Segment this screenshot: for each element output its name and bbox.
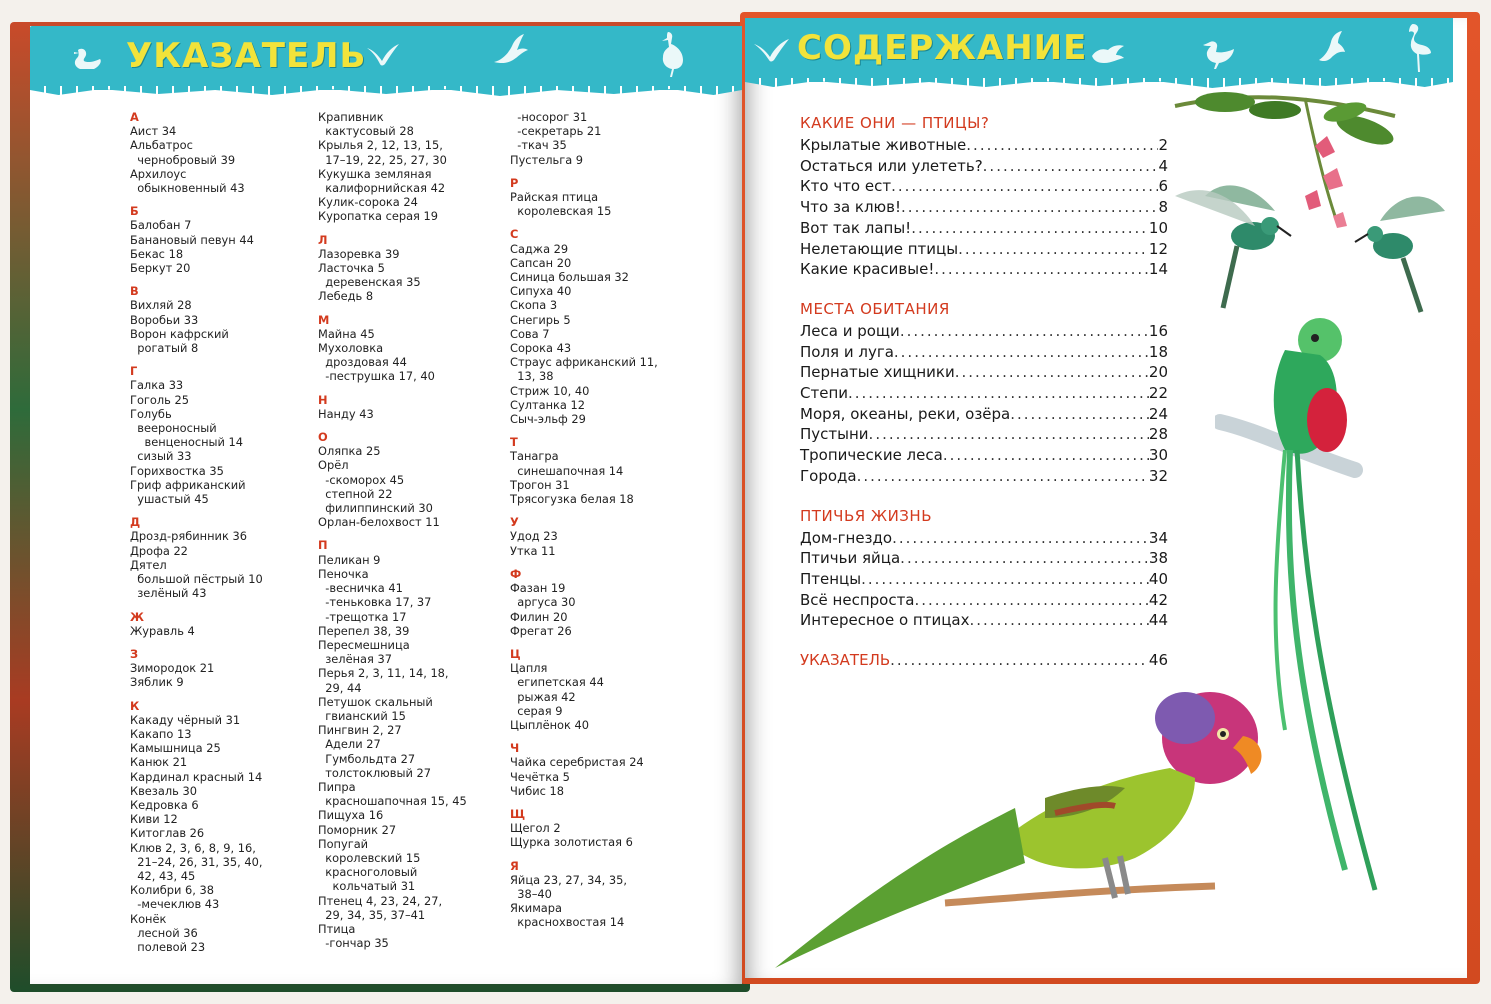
- index-entry: Пингвин 2, 27: [318, 723, 402, 738]
- index-entry: Конёк: [130, 911, 167, 926]
- index-entry: Канюк 21: [130, 755, 188, 770]
- index-letter-heading: Б: [130, 204, 139, 219]
- contents-item-page: 14: [1148, 260, 1168, 279]
- index-entry: Оляпка 25: [318, 444, 381, 459]
- contents-item-page: 38: [1148, 549, 1168, 568]
- contents-item-title: Дом-гнездо: [800, 528, 893, 547]
- index-letter-heading: Л: [318, 232, 328, 247]
- leader-dots: [869, 424, 1149, 445]
- index-entry: Гриф африканский: [130, 477, 246, 492]
- index-entry: Бекас 18: [130, 246, 184, 261]
- duck-silhouette-icon: [1200, 38, 1238, 79]
- index-entry: Пищуха 16: [318, 808, 384, 823]
- contents-item-page: 32: [1148, 466, 1168, 485]
- index-entry: Чибис 18: [510, 783, 565, 798]
- index-entry: Мухоловка: [318, 341, 384, 356]
- index-title: УКАЗАТЕЛЬ: [126, 36, 367, 76]
- index-entry: лесной 36: [130, 925, 198, 940]
- index-entry: Вихляй 28: [130, 298, 192, 313]
- index-entry: Дятел: [130, 557, 167, 572]
- contents-section: [800, 114, 1168, 280]
- index-entry: Скопа 3: [510, 298, 558, 313]
- contents-item-page: 2: [1158, 136, 1168, 154]
- index-entry: сизый 33: [130, 449, 192, 464]
- leader-dots: [955, 362, 1149, 383]
- index-entry: большой пёстрый 10: [130, 572, 263, 587]
- index-letter-heading: С: [510, 227, 519, 242]
- contents-row[interactable]: [800, 445, 1168, 466]
- index-letter-heading: У: [510, 515, 519, 530]
- contents-row[interactable]: [800, 342, 1168, 363]
- leader-dots: [891, 176, 1158, 197]
- index-entry: Майна 45: [318, 326, 375, 341]
- index-letter-heading: Р: [510, 175, 519, 190]
- index-entry: 17–19, 22, 25, 27, 30: [318, 152, 447, 167]
- index-entry: Щурка золотистая 6: [510, 835, 633, 850]
- index-letter-heading: Т: [510, 435, 518, 450]
- index-entry: Стриж 10, 40: [510, 383, 590, 398]
- index-entry: Беркут 20: [130, 261, 191, 276]
- contents-row[interactable]: [800, 569, 1168, 590]
- contents-row[interactable]: [800, 176, 1168, 197]
- index-letter-heading: М: [318, 312, 330, 327]
- contents-item-title: Пернатые хищники: [800, 363, 955, 382]
- leader-dots: [983, 156, 1159, 177]
- index-entry: Галка 33: [130, 378, 184, 393]
- contents-item-title: Поля и луга: [800, 342, 894, 361]
- index-entry: Удод 23: [510, 529, 558, 544]
- index-entry: калифорнийская 42: [318, 181, 446, 196]
- index-entry: Трясогузка белая 18: [510, 492, 634, 507]
- index-entry: Фазан 19: [510, 581, 566, 596]
- index-entry: Воробьи 33: [130, 312, 199, 327]
- index-letter-heading: З: [130, 646, 139, 661]
- index-letter-heading: П: [318, 538, 328, 553]
- index-entry: Синица большая 32: [510, 270, 629, 285]
- index-entry: 42, 43, 45: [130, 868, 196, 883]
- index-entry: толстоклювый 27: [318, 765, 431, 780]
- index-entry: королевский 15: [318, 850, 421, 865]
- index-entry: Камышница 25: [130, 741, 221, 756]
- index-entry: 38–40: [510, 886, 552, 901]
- index-letter-heading: Щ: [510, 806, 526, 821]
- contents-row[interactable]: [800, 404, 1168, 425]
- contents-item-title: Пустыни: [800, 425, 869, 444]
- leader-dots: [934, 259, 1149, 280]
- contents-header-band: [745, 18, 1453, 82]
- index-entry: Сыч-эльф 29: [510, 412, 586, 427]
- dove-silhouette-icon: [1090, 42, 1126, 75]
- index-entry: Киви 12: [130, 812, 178, 827]
- contents-item-page: 44: [1148, 611, 1168, 630]
- contents-section-title: МЕСТА ОБИТАНИЯ: [800, 299, 950, 318]
- leader-dots: [848, 383, 1149, 404]
- index-entry: Альбатрос: [130, 138, 193, 153]
- index-entry: Кукушка земляная: [318, 166, 432, 181]
- leader-dots: [894, 342, 1149, 363]
- index-entry: Снегирь 5: [510, 312, 571, 327]
- contents-row[interactable]: [800, 610, 1168, 631]
- contents-index-link[interactable]: [800, 651, 1168, 669]
- swan-silhouette-icon: [1313, 30, 1347, 77]
- index-entry: Перья 2, 3, 11, 14, 18,: [318, 666, 449, 681]
- contents-row[interactable]: [800, 135, 1168, 156]
- index-entry: -носорог 31: [510, 110, 588, 124]
- index-entry: Крылья 2, 12, 13, 15,: [318, 138, 443, 153]
- index-letter-heading: Ц: [510, 646, 521, 661]
- index-entry: ушастый 45: [130, 492, 209, 507]
- contents-item-title: Вот так лапы!: [800, 218, 912, 237]
- index-entry: зелёная 37: [318, 652, 392, 667]
- leader-dots: [958, 239, 1149, 260]
- index-entry: Журавль 4: [130, 623, 195, 638]
- index-column-2: [318, 110, 467, 950]
- contents-item-title: Степи: [800, 384, 848, 403]
- index-entry: Райская птица: [510, 190, 599, 205]
- leader-dots: [966, 135, 1158, 156]
- index-entry: краснохвостая 14: [510, 915, 625, 930]
- index-entry: 29, 44: [318, 680, 362, 695]
- index-entry: Птенец 4, 23, 24, 27,: [318, 893, 443, 908]
- index-letter-heading: Ж: [130, 609, 144, 624]
- index-entry: рогатый 8: [130, 341, 199, 356]
- index-entry: Пустельга 9: [510, 152, 584, 167]
- index-entry: -трещотка 17: [318, 609, 407, 624]
- contents-section-title: ПТИЧЬЯ ЖИЗНЬ: [800, 506, 932, 525]
- index-entry: деревенская 35: [318, 275, 421, 290]
- index-letter-heading: А: [130, 110, 139, 124]
- index-letter-heading: Я: [510, 858, 519, 873]
- leader-dots: [970, 610, 1149, 631]
- contents-item-title: Нелетающие птицы: [800, 239, 959, 258]
- index-letter-heading: Н: [318, 392, 328, 407]
- contents-item-title: Всё неспроста: [800, 590, 915, 609]
- leader-dots: [900, 548, 1149, 569]
- index-entry: красношапочная 15, 45: [318, 794, 467, 809]
- index-header-band: [30, 26, 742, 90]
- index-entry: Яйца 23, 27, 34, 35,: [510, 872, 627, 887]
- index-entry: Саджа 29: [510, 241, 569, 256]
- index-entry: Банановый певун 44: [130, 232, 254, 247]
- heron-silhouette-icon: [658, 30, 694, 85]
- contents-item-title: Какие красивые!: [800, 260, 935, 279]
- leader-dots: [943, 445, 1149, 466]
- index-entry: Попугай: [318, 836, 369, 851]
- index-entry: Сорока 43: [510, 341, 572, 356]
- index-entry: Дрозд-рябинник 36: [130, 529, 247, 544]
- gull-silhouette-icon: [753, 36, 791, 73]
- contents-row[interactable]: [800, 528, 1168, 549]
- leader-dots: [915, 590, 1149, 611]
- contents-row[interactable]: [800, 321, 1168, 342]
- index-entry: кактусовый 28: [318, 124, 414, 139]
- contents-item-page: 30: [1148, 446, 1168, 465]
- index-entry: Какаду чёрный 31: [130, 712, 241, 727]
- index-entry: 21–24, 26, 31, 35, 40,: [130, 854, 263, 869]
- index-entry: Пеночка: [318, 566, 369, 581]
- contents-row[interactable]: [800, 548, 1168, 569]
- index-entry: Страус африканский 11,: [510, 355, 658, 370]
- index-entry: Танагра: [510, 449, 559, 464]
- index-entry: обыкновенный 43: [130, 181, 245, 196]
- index-entry: Кулик-сорока 24: [318, 195, 418, 210]
- index-entry: -гончар 35: [318, 936, 389, 951]
- index-entry: 29, 34, 35, 37–41: [318, 907, 426, 922]
- index-entry: Поморник 27: [318, 822, 397, 837]
- contents-section-title: КАКИЕ ОНИ — ПТИЦЫ?: [800, 114, 990, 132]
- index-entry: Балобан 7: [130, 218, 192, 233]
- index-entry: Зимородок 21: [130, 661, 215, 676]
- index-letter-heading: В: [130, 284, 139, 299]
- contents-row[interactable]: [800, 239, 1168, 260]
- contents-item-title: Что за клюв!: [800, 198, 902, 217]
- index-letter-heading: Ф: [510, 566, 522, 581]
- index-entry: Пересмешница: [318, 637, 410, 652]
- index-entry: -скоморох 45: [318, 472, 405, 487]
- index-entry: филиппинский 30: [318, 501, 433, 516]
- index-entry: синешапочная 14: [510, 463, 624, 478]
- contents-row[interactable]: [800, 590, 1168, 611]
- index-letter-heading: Д: [130, 515, 141, 530]
- index-entry: Сипуха 40: [510, 284, 572, 299]
- contents-item-page: 18: [1148, 342, 1168, 361]
- contents-section: [800, 507, 1168, 632]
- index-entry: Сапсан 20: [510, 255, 572, 270]
- index-entry: -мечеклюв 43: [130, 897, 220, 912]
- index-entry: Какапо 13: [130, 726, 192, 741]
- index-entry: Пеликан 9: [318, 552, 381, 567]
- contents-item-page: 6: [1158, 177, 1168, 196]
- contents-index-page: 46: [1148, 651, 1168, 670]
- index-entry: Петушок скальный: [318, 694, 433, 709]
- dove-silhouette-icon: [490, 32, 530, 79]
- index-entry: -весничка 41: [318, 581, 403, 596]
- index-entry: Гоголь 25: [130, 392, 189, 407]
- table-of-contents: [800, 114, 1168, 669]
- contents-row[interactable]: [800, 466, 1168, 487]
- leader-dots: [901, 197, 1158, 218]
- index-entry: -ткач 35: [510, 138, 567, 153]
- contents-item-page: 4: [1158, 156, 1168, 175]
- index-entry: Кедровка 6: [130, 797, 199, 812]
- index-letter-heading: Ч: [510, 741, 520, 756]
- contents-item-page: 16: [1148, 321, 1168, 340]
- index-column-3: [510, 110, 658, 930]
- index-entry: полевой 23: [130, 939, 206, 954]
- contents-title: СОДЕРЖАНИЕ: [797, 28, 1088, 68]
- index-entry: Орёл: [318, 458, 349, 473]
- contents-item-title: Моря, океаны, реки, озёра: [800, 404, 1011, 423]
- index-entry: Лебедь 8: [318, 289, 374, 304]
- contents-section: [800, 300, 1168, 487]
- index-entry: Фрегат 26: [510, 623, 572, 638]
- index-entry: кольчатый 31: [318, 879, 416, 894]
- leader-dots: [861, 569, 1149, 590]
- contents-row[interactable]: [800, 197, 1168, 218]
- contents-item-page: 10: [1148, 218, 1168, 237]
- index-entry: рыжая 42: [510, 689, 576, 704]
- contents-item-title: Города: [800, 466, 857, 485]
- index-entry: Нанду 43: [318, 406, 374, 421]
- index-entry: Якимара: [510, 901, 562, 916]
- index-entry: Сова 7: [510, 326, 550, 341]
- contents-item-page: 28: [1148, 425, 1168, 444]
- index-entry: Голубь: [130, 406, 172, 421]
- index-entry: Крапивник: [318, 110, 384, 124]
- index-entry: Адели 27: [318, 737, 381, 752]
- leader-dots: [1010, 404, 1149, 425]
- index-entry: Орлан-белохвост 11: [318, 515, 440, 530]
- contents-item-page: 42: [1148, 590, 1168, 609]
- index-entry: Лазоревка 39: [318, 246, 400, 261]
- index-entry: -секретарь 21: [510, 124, 602, 139]
- leader-dots: [857, 466, 1149, 487]
- index-entry: Аист 34: [130, 124, 177, 139]
- index-entry: веероносный: [130, 421, 217, 436]
- index-entry: Цыплёнок 40: [510, 717, 589, 732]
- index-entry: Трогон 31: [510, 477, 570, 492]
- index-letter-heading: Г: [130, 364, 138, 379]
- contents-item-title: Тропические леса: [800, 446, 943, 465]
- index-entry: Клюв 2, 3, 6, 8, 9, 16,: [130, 840, 256, 855]
- contents-item-title: Леса и рощи: [800, 321, 900, 340]
- contents-row[interactable]: [800, 156, 1168, 177]
- index-entry: Ласточка 5: [318, 261, 385, 276]
- contents-row[interactable]: [800, 259, 1168, 280]
- contents-item-title: Птичьи яйца: [800, 549, 901, 568]
- contents-item-page: 12: [1148, 239, 1168, 258]
- leader-dots: [890, 651, 1149, 669]
- contents-row[interactable]: [800, 424, 1168, 445]
- index-entry: зелёный 43: [130, 586, 207, 601]
- index-entry: Зяблик 9: [130, 675, 184, 690]
- index-entry: королевская 15: [510, 204, 612, 219]
- index-entry: Перепел 38, 39: [318, 623, 410, 638]
- contents-item-page: 40: [1148, 569, 1168, 588]
- index-entry: Куропатка серая 19: [318, 209, 439, 224]
- index-entry: Цапля: [510, 661, 548, 676]
- index-entry: аргуса 30: [510, 595, 576, 610]
- index-entry: Утка 11: [510, 543, 556, 558]
- duck-silhouette-icon: [72, 46, 106, 82]
- contents-index-title: УКАЗАТЕЛЬ: [800, 651, 891, 670]
- index-entry: серая 9: [510, 703, 563, 718]
- contents-item-title: Кто что ест: [800, 177, 892, 196]
- index-entry: Колибри 6, 38: [130, 883, 215, 898]
- index-entry: Китоглав 26: [130, 826, 205, 841]
- contents-item-page: 20: [1148, 363, 1168, 382]
- gull-silhouette-icon: [366, 42, 400, 77]
- index-entry: египетская 44: [510, 675, 604, 690]
- contents-item-page: 24: [1148, 404, 1168, 423]
- index-entry: чернобровый 39: [130, 152, 236, 167]
- index-entry: Горихвостка 35: [130, 463, 224, 478]
- index-entry: Пипра: [318, 779, 356, 794]
- contents-item-page: 22: [1148, 384, 1168, 403]
- index-entry: венценосный 14: [130, 435, 244, 450]
- contents-row[interactable]: [800, 362, 1168, 383]
- index-entry: 13, 38: [510, 369, 554, 384]
- index-entry: Птица: [318, 921, 356, 936]
- index-entry: гвианский 15: [318, 708, 406, 723]
- contents-item-title: Крылатые животные: [800, 136, 967, 154]
- contents-item-title: Остаться или улететь?: [800, 156, 983, 175]
- index-entry: Филин 20: [510, 609, 568, 624]
- index-entry: красноголовый: [318, 865, 418, 880]
- index-entry: Ворон кафрский: [130, 326, 229, 341]
- index-entry: Дрофа 22: [130, 543, 188, 558]
- parrot-illustration: [755, 678, 1275, 978]
- index-entry: -теньковка 17, 37: [318, 595, 432, 610]
- index-column-1: [130, 110, 263, 954]
- index-entry: Гумбольдта 27: [318, 751, 416, 766]
- hummingbirds-illustration: [1165, 86, 1467, 316]
- contents-item-page: 34: [1148, 528, 1168, 547]
- index-entry: дроздовая 44: [318, 355, 407, 370]
- index-entry: Кардинал красный 14: [130, 769, 263, 784]
- index-entry: Квезаль 30: [130, 783, 197, 798]
- index-letter-heading: О: [318, 430, 328, 445]
- index-entry: степной 22: [318, 486, 393, 501]
- contents-page: [745, 18, 1467, 978]
- index-entry: Щегол 2: [510, 821, 561, 836]
- contents-item-page: 8: [1158, 198, 1168, 217]
- index-entry: Архилоус: [130, 166, 187, 181]
- contents-row[interactable]: [800, 383, 1168, 404]
- index-entry: Султанка 12: [510, 397, 586, 412]
- contents-item-title: Интересное о птицах: [800, 611, 970, 630]
- index-entry: Чечётка 5: [510, 769, 570, 784]
- index-page: [30, 26, 742, 984]
- leader-dots: [911, 218, 1149, 239]
- contents-row[interactable]: [800, 218, 1168, 239]
- leader-dots: [900, 321, 1149, 342]
- leader-dots: [892, 528, 1149, 549]
- flamingo-silhouette-icon: [1405, 22, 1435, 81]
- index-letter-heading: К: [130, 698, 140, 713]
- index-entry: -пеструшка 17, 40: [318, 369, 435, 384]
- contents-item-title: Птенцы: [800, 569, 862, 588]
- index-entry: Чайка серебристая 24: [510, 755, 644, 770]
